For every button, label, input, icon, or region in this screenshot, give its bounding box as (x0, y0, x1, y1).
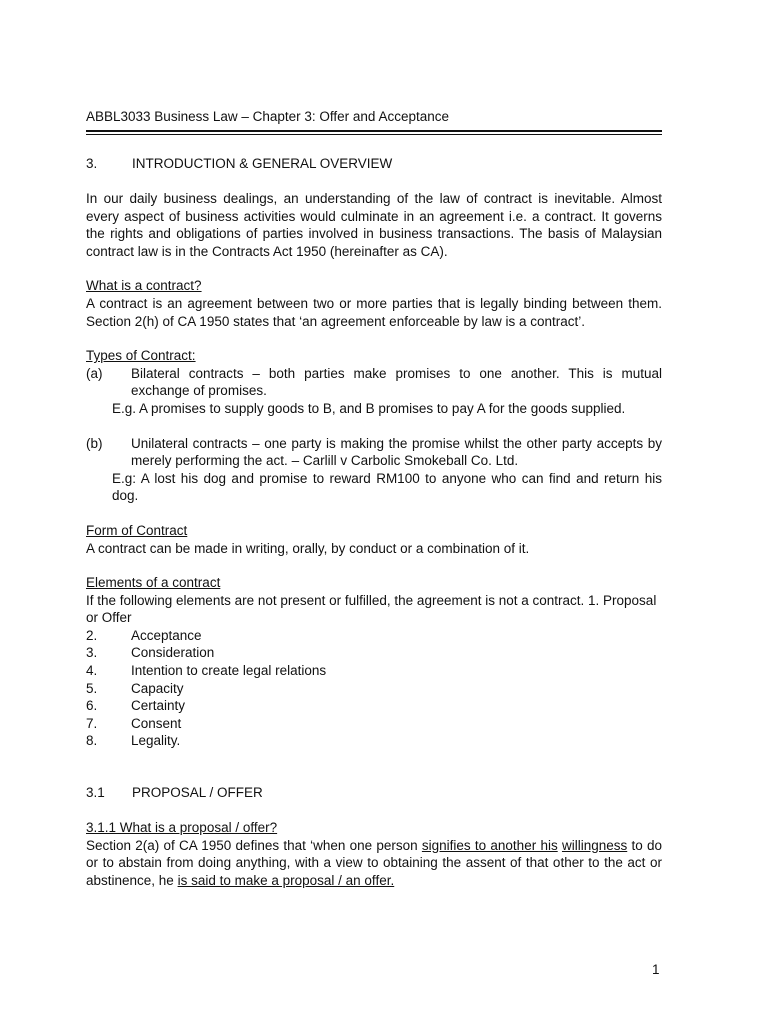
type-b-item (86, 435, 662, 470)
list-item (86, 644, 662, 662)
list-item (86, 715, 662, 733)
intro-paragraph: In our daily business dealings, an understanding of the law of contract is inevitable. Almost every aspect of business activities would culminate in an agreement i.e. a contract. It governs the rights and obligations of parties involved in business transactions. The basis of Malaysian contract law is in the Contracts Act 1950 (hereinafter as CA). (86, 191, 662, 259)
list-item-text: Intention to create legal relations (131, 663, 327, 679)
type-a-text: Bilateral contracts – both parties make promises to one another. This is mutual exchange of promises. (131, 365, 662, 399)
section-number: 3.1 (86, 785, 105, 801)
definition-underlined: willingness (561, 837, 628, 853)
list-item-number: 4. (86, 663, 98, 679)
type-a-label: (a) (86, 365, 103, 381)
list-item (86, 697, 662, 715)
definition-underlined: is said to make a proposal / an offer. (177, 872, 395, 888)
section-3-heading (86, 155, 662, 173)
proposal-definition (86, 837, 662, 890)
list-item (86, 680, 662, 698)
type-a-item (86, 365, 662, 400)
definition-text: Section 2(a) of CA 1950 defines that ‘when one person (86, 837, 422, 853)
list-item (86, 627, 662, 645)
what-is-contract-block (86, 277, 662, 330)
types-of-contract-block (86, 347, 662, 505)
elements-heading: Elements of a contract (86, 575, 221, 591)
list-item-number: 3. (86, 645, 98, 661)
type-b-example (86, 470, 662, 505)
form-of-contract-block (86, 522, 662, 557)
definition-underlined: signifies to another his (421, 837, 558, 853)
type-b-text: Unilateral contracts – one party is making the promise whilst the other party accepts by merely performing the act. – Carlill v Carbolic Smokeball Co. Ltd. (131, 435, 662, 469)
form-text: A contract can be made in writing, orally, by conduct or a combination of it. (86, 540, 530, 556)
header-title: ABBL3033 Business Law – Chapter 3: Offer and Acceptance (86, 109, 449, 124)
type-a-example-text: E.g. A promises to supply goods to B, and B promises to pay A for the goods supplied. (112, 400, 626, 416)
list-item (86, 732, 662, 750)
page-header (86, 108, 662, 132)
type-b-example-text: E.g: A lost his dog and promise to reward RM100 to anyone who can find and return his dog. (112, 470, 662, 504)
section-3-1-heading (86, 784, 662, 802)
list-item-text: Capacity (131, 680, 184, 696)
elements-block (86, 574, 662, 750)
list-item-number: 6. (86, 698, 98, 714)
section-title: PROPOSAL / OFFER (132, 785, 263, 801)
list-item-text: Legality. (131, 733, 181, 749)
header-rule (86, 134, 662, 135)
definition-text: to do or to abstain from doing anything, with a view to obtaining the assent of that other to the act or abstinence, he (86, 837, 662, 888)
section-number: 3. (86, 156, 98, 171)
types-heading: Types of Contract: (86, 348, 196, 364)
list-item-number: 2. (86, 627, 98, 643)
section-3-1-1-block (86, 819, 662, 889)
type-a-example (86, 400, 662, 418)
list-item-text: Consent (131, 715, 182, 731)
form-heading: Form of Contract (86, 522, 188, 538)
list-item-number: 7. (86, 715, 98, 731)
page-number: 1 (652, 962, 660, 977)
list-item-text: Certainty (131, 698, 186, 714)
list-item-number: 8. (86, 733, 98, 749)
what-is-contract-text: A contract is an agreement between two or more parties that is legally binding between them. Section 2(h) of CA 1950 states that ‘an agreement enforceable by law is a contract’. (86, 295, 662, 329)
what-is-contract-heading: What is a contract? (86, 278, 202, 294)
section-title: INTRODUCTION & GENERAL OVERVIEW (132, 156, 393, 171)
type-b-label: (b) (86, 435, 103, 451)
elements-intro: If the following elements are not present or fulfilled, the agreement is not a contract. 1. Proposal or Offer (86, 592, 657, 626)
subsection-heading: 3.1.1 What is a proposal / offer? (86, 820, 278, 836)
list-item (86, 662, 662, 680)
list-item-text: Consideration (131, 645, 215, 661)
list-item-number: 5. (86, 680, 98, 696)
document-page (86, 108, 662, 889)
list-item-text: Acceptance (131, 627, 202, 643)
